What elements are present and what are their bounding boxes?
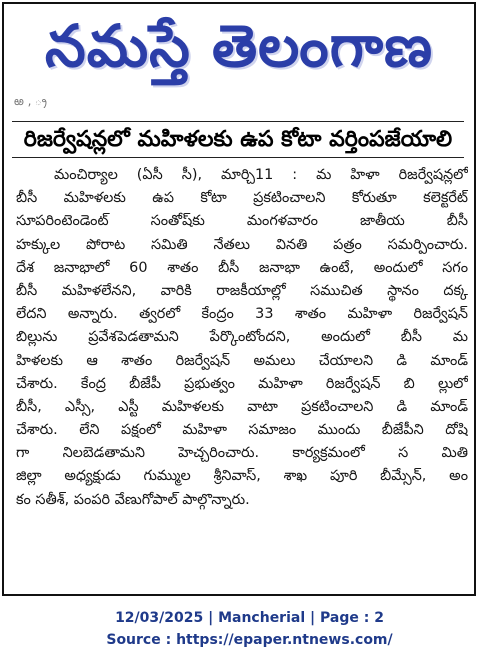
headline-bottom-rule — [12, 157, 464, 158]
clipped-previous-article-fragment: ఱ , ్ర — [14, 94, 47, 108]
article-body-line: హిళలకు ఆ శాతం రిజర్వేషన్ అమలు చేయాలని డి మాండ్ — [16, 352, 468, 369]
clipping-date-edition-page: 12/03/2025 | Mancherial | Page : 2 — [115, 610, 384, 626]
newspaper-masthead: నమస్తే తెలంగాణ — [45, 12, 433, 80]
article-body-line: బిల్లును ప్రవేశపెడతామని పేర్కొంటోందని, అందులో బీసీ మ — [16, 329, 468, 346]
article-body-line: బీసీ మహిళలేనని, వారికి రాజకీయాల్లో సముచిత స్థానం దక్క — [16, 282, 468, 299]
article-body-line: చేశారు. కేంద్ర బీజేపీ ప్రభుత్వం మహిళా రిజర్వేషన్ బి ల్లులో — [16, 375, 468, 392]
article-body-line: హక్కుల పోరాట సమితి నేతలు వినతి పత్రం సమర్పించారు. — [16, 236, 468, 253]
clipping-source-link[interactable]: Source : https://epaper.ntnews.com/ — [106, 632, 393, 648]
article-body-line: బీసీ, ఎస్సీ, ఎస్టీ మహిళలకు వాటా ప్రకటించాలని డి మాండ్ — [16, 398, 468, 415]
article-body-line: మంచిర్యాల (ఏసీ సీ), మార్చి11 : మ హిళా రిజర్వేషన్లలో — [54, 167, 468, 183]
article-headline: రిజర్వేషన్లలో మహిళలకు ఉప కోటా వర్తింపజేయాలి — [23, 127, 453, 152]
article-body-line: దేశ జనాభాలో 60 శాతం బీసీ జనాభా ఉంటే, అందులో సగం — [16, 259, 468, 276]
article-body-line: కం సతీశ్, పంపరి వేణుగోపాల్ పాల్గొన్నారు. — [16, 491, 250, 508]
headline-top-rule — [12, 121, 464, 122]
article-body-line: గా నిలబెడతామని హెచ్చరించారు. కార్యక్రమంలో స మితి — [16, 445, 468, 462]
clipping-frame — [2, 2, 476, 596]
article-body — [16, 164, 468, 512]
article-body-line: సూపరింటెండెంట్ సంతోష్‌కు మంగళవారం జాతీయ బీసీ — [16, 213, 468, 230]
article-body-line: జిల్లా అధ్యక్షుడు గుమ్ముల శ్రీనివాస్, శాఖ పూరి బీమ్సేన్, అం — [16, 468, 468, 485]
article-body-line: చేశారు. లేని పక్షంలో మహిళా సమాజం ముందు బీజేపీని దోషి — [16, 422, 468, 439]
article-body-line: బీసీ మహిళలకు ఉప కోటా ప్రకటించాలని కోరుతూ కలెక్టరేట్ — [16, 190, 468, 207]
article-body-line: లేదని అన్నారు. త్వరలో కేంద్రం 33 శాతం మహిళా రిజర్వేషన్ — [16, 306, 468, 323]
